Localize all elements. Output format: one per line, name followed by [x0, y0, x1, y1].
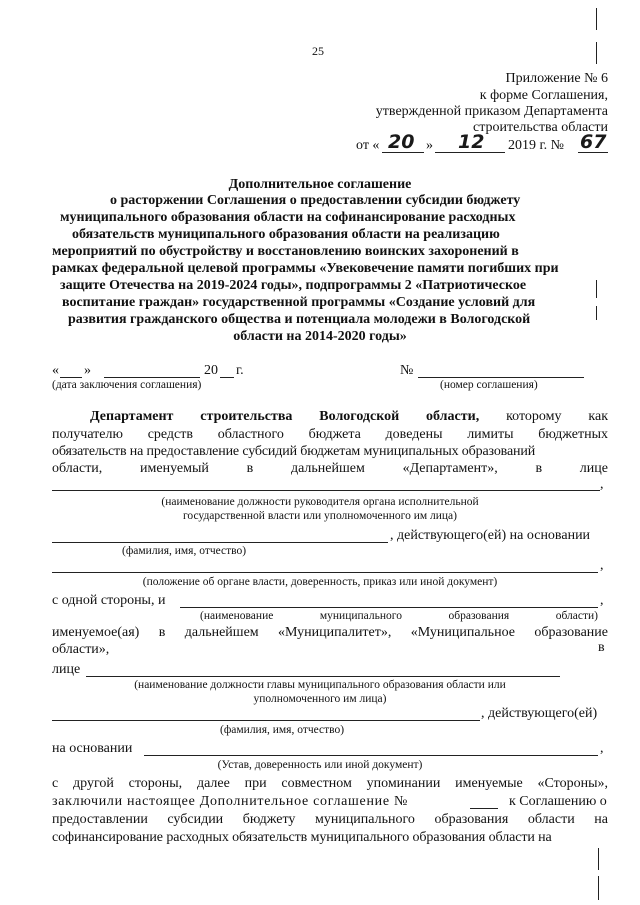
handwritten-month: 12 — [458, 131, 485, 153]
caption-fio: (фамилия, имя, отчество) — [122, 545, 247, 557]
title-line-3: муниципального образования области на софинансирование расходных — [60, 210, 516, 225]
caption-head-1: (наименование должности руководителя органа исполнительной — [161, 496, 479, 508]
appendix-year-number: 2019 г. № — [508, 138, 565, 153]
caption-charter: (Устав, доверенность или иной документ) — [217, 759, 423, 771]
appendix-line-4: строительства области — [473, 120, 608, 135]
title-line-8: воспитание граждан» государственной программы «Создание условий для — [62, 295, 536, 310]
paragraph-1-line-2: получателю средств областного бюджета доведены лимиты бюджетных — [52, 427, 608, 442]
scan-edge-line — [598, 876, 599, 900]
final-line-1: с другой стороны, далее при совместном упоминании именуемые «Стороны», — [52, 776, 608, 791]
title-line-1: Дополнительное соглашение — [228, 177, 412, 192]
scan-edge-line — [596, 280, 597, 298]
person: лице — [52, 662, 81, 677]
number-sign: № — [400, 363, 414, 378]
head-blank — [52, 490, 600, 491]
one-side: с одной стороны, и — [52, 593, 166, 608]
caption-fio-2: (фамилия, имя, отчество) — [220, 724, 345, 736]
number-caption: (номер соглашения) — [440, 379, 538, 391]
final-line-3: предоставлении субсидии бюджету муниципального образования области на — [52, 812, 608, 827]
caption-municipality: (наименование муниципального образования области) — [200, 610, 598, 622]
appendix-date-prefix: от « — [356, 138, 380, 153]
page-number: 25 — [312, 44, 324, 58]
date-year: 20 — [204, 363, 218, 378]
title-line-10: области на 2014-2020 годы» — [233, 329, 407, 344]
v-letter: в — [598, 640, 605, 655]
document-blank — [52, 572, 598, 573]
scan-edge-line — [596, 42, 597, 64]
on-basis: на основании — [52, 741, 133, 756]
year-blank — [220, 377, 234, 378]
paragraph-1-line-3: обязательств на предоставление субсидий бюджетам муниципальных образований — [52, 444, 536, 459]
head-mun-blank — [86, 676, 560, 677]
fio-2-blank — [52, 720, 480, 721]
final-line-4: софинансирование расходных обязательств муниципального образования области на — [52, 830, 552, 845]
comma: , — [600, 741, 604, 756]
appendix-date-mid: » — [426, 138, 433, 153]
scan-edge-line — [596, 306, 597, 320]
acting-basis: , действующего(ей) на основании — [390, 528, 591, 543]
paragraph-1-line-1-rest: которому как — [506, 409, 609, 424]
date-quote-close: » — [84, 363, 91, 378]
month-blank — [104, 377, 200, 378]
scan-edge-line — [598, 848, 599, 870]
caption-head-2: государственной власти или уполномоченного им лица) — [183, 510, 457, 522]
comma: , — [600, 558, 604, 573]
title-line-6: рамках федеральной целевой программы «Увековечение памяти погибших при — [52, 261, 559, 276]
appendix-line-2: к форме Соглашения, — [479, 88, 608, 103]
title-line-2: о расторжении Соглашения о предоставлении субсидии бюджету — [110, 193, 521, 208]
paragraph-1-line-4: области, именуемый в дальнейшем «Департамент», в лице — [52, 461, 608, 476]
caption-document: (положение об органе власти, доверенность, приказ или иной документ) — [142, 576, 498, 588]
date-quote-open: « — [52, 363, 59, 378]
date-caption: (дата заключения соглашения) — [52, 379, 202, 391]
final-line-2a: заключили настоящее Дополнительное соглашение № — [52, 794, 409, 809]
title-line-5: мероприятий по обустройству и восстановлению воинских захоронений в — [52, 244, 519, 259]
appendix-line-3: утвержденной приказом Департамента — [375, 104, 608, 119]
named-line-2: области», — [52, 642, 110, 657]
comma: , — [600, 477, 604, 492]
charter-blank — [144, 755, 598, 756]
paragraph-1-line-1 — [90, 409, 608, 425]
scan-edge-line — [596, 8, 597, 30]
appendix-line-1: Приложение № 6 — [505, 71, 608, 86]
agreement-number-blank — [470, 808, 498, 809]
handwritten-day: 20 — [388, 131, 415, 153]
title-line-4: обязательств муниципального образования области на реализацию — [72, 227, 500, 242]
final-line-2b: к Соглашению о — [509, 794, 607, 809]
fio-blank — [52, 542, 388, 543]
title-line-9: развития гражданского общества и потенциала молодежи в Вологодской — [68, 312, 531, 327]
handwritten-number: 67 — [580, 131, 607, 153]
caption-head-mun-2: уполномоченного им лица) — [253, 693, 387, 705]
number-blank — [418, 377, 584, 378]
caption-head-mun-1: (наименование должности главы муниципального образования области или — [134, 679, 506, 691]
day-blank — [60, 377, 82, 378]
municipality-blank — [180, 607, 598, 608]
named-line-1: именуемое(ая) в дальнейшем «Муниципалитет», «Муниципальное образование — [52, 625, 608, 640]
department-name: Департамент строительства Вологодской области, — [90, 409, 480, 424]
acting: , действующего(ей) — [481, 706, 598, 721]
comma: , — [600, 593, 604, 608]
date-year-suffix: г. — [236, 363, 244, 378]
title-line-7: защите Отечества на 2019-2024 годы», подпрограммы 2 «Патриотическое — [60, 278, 527, 293]
